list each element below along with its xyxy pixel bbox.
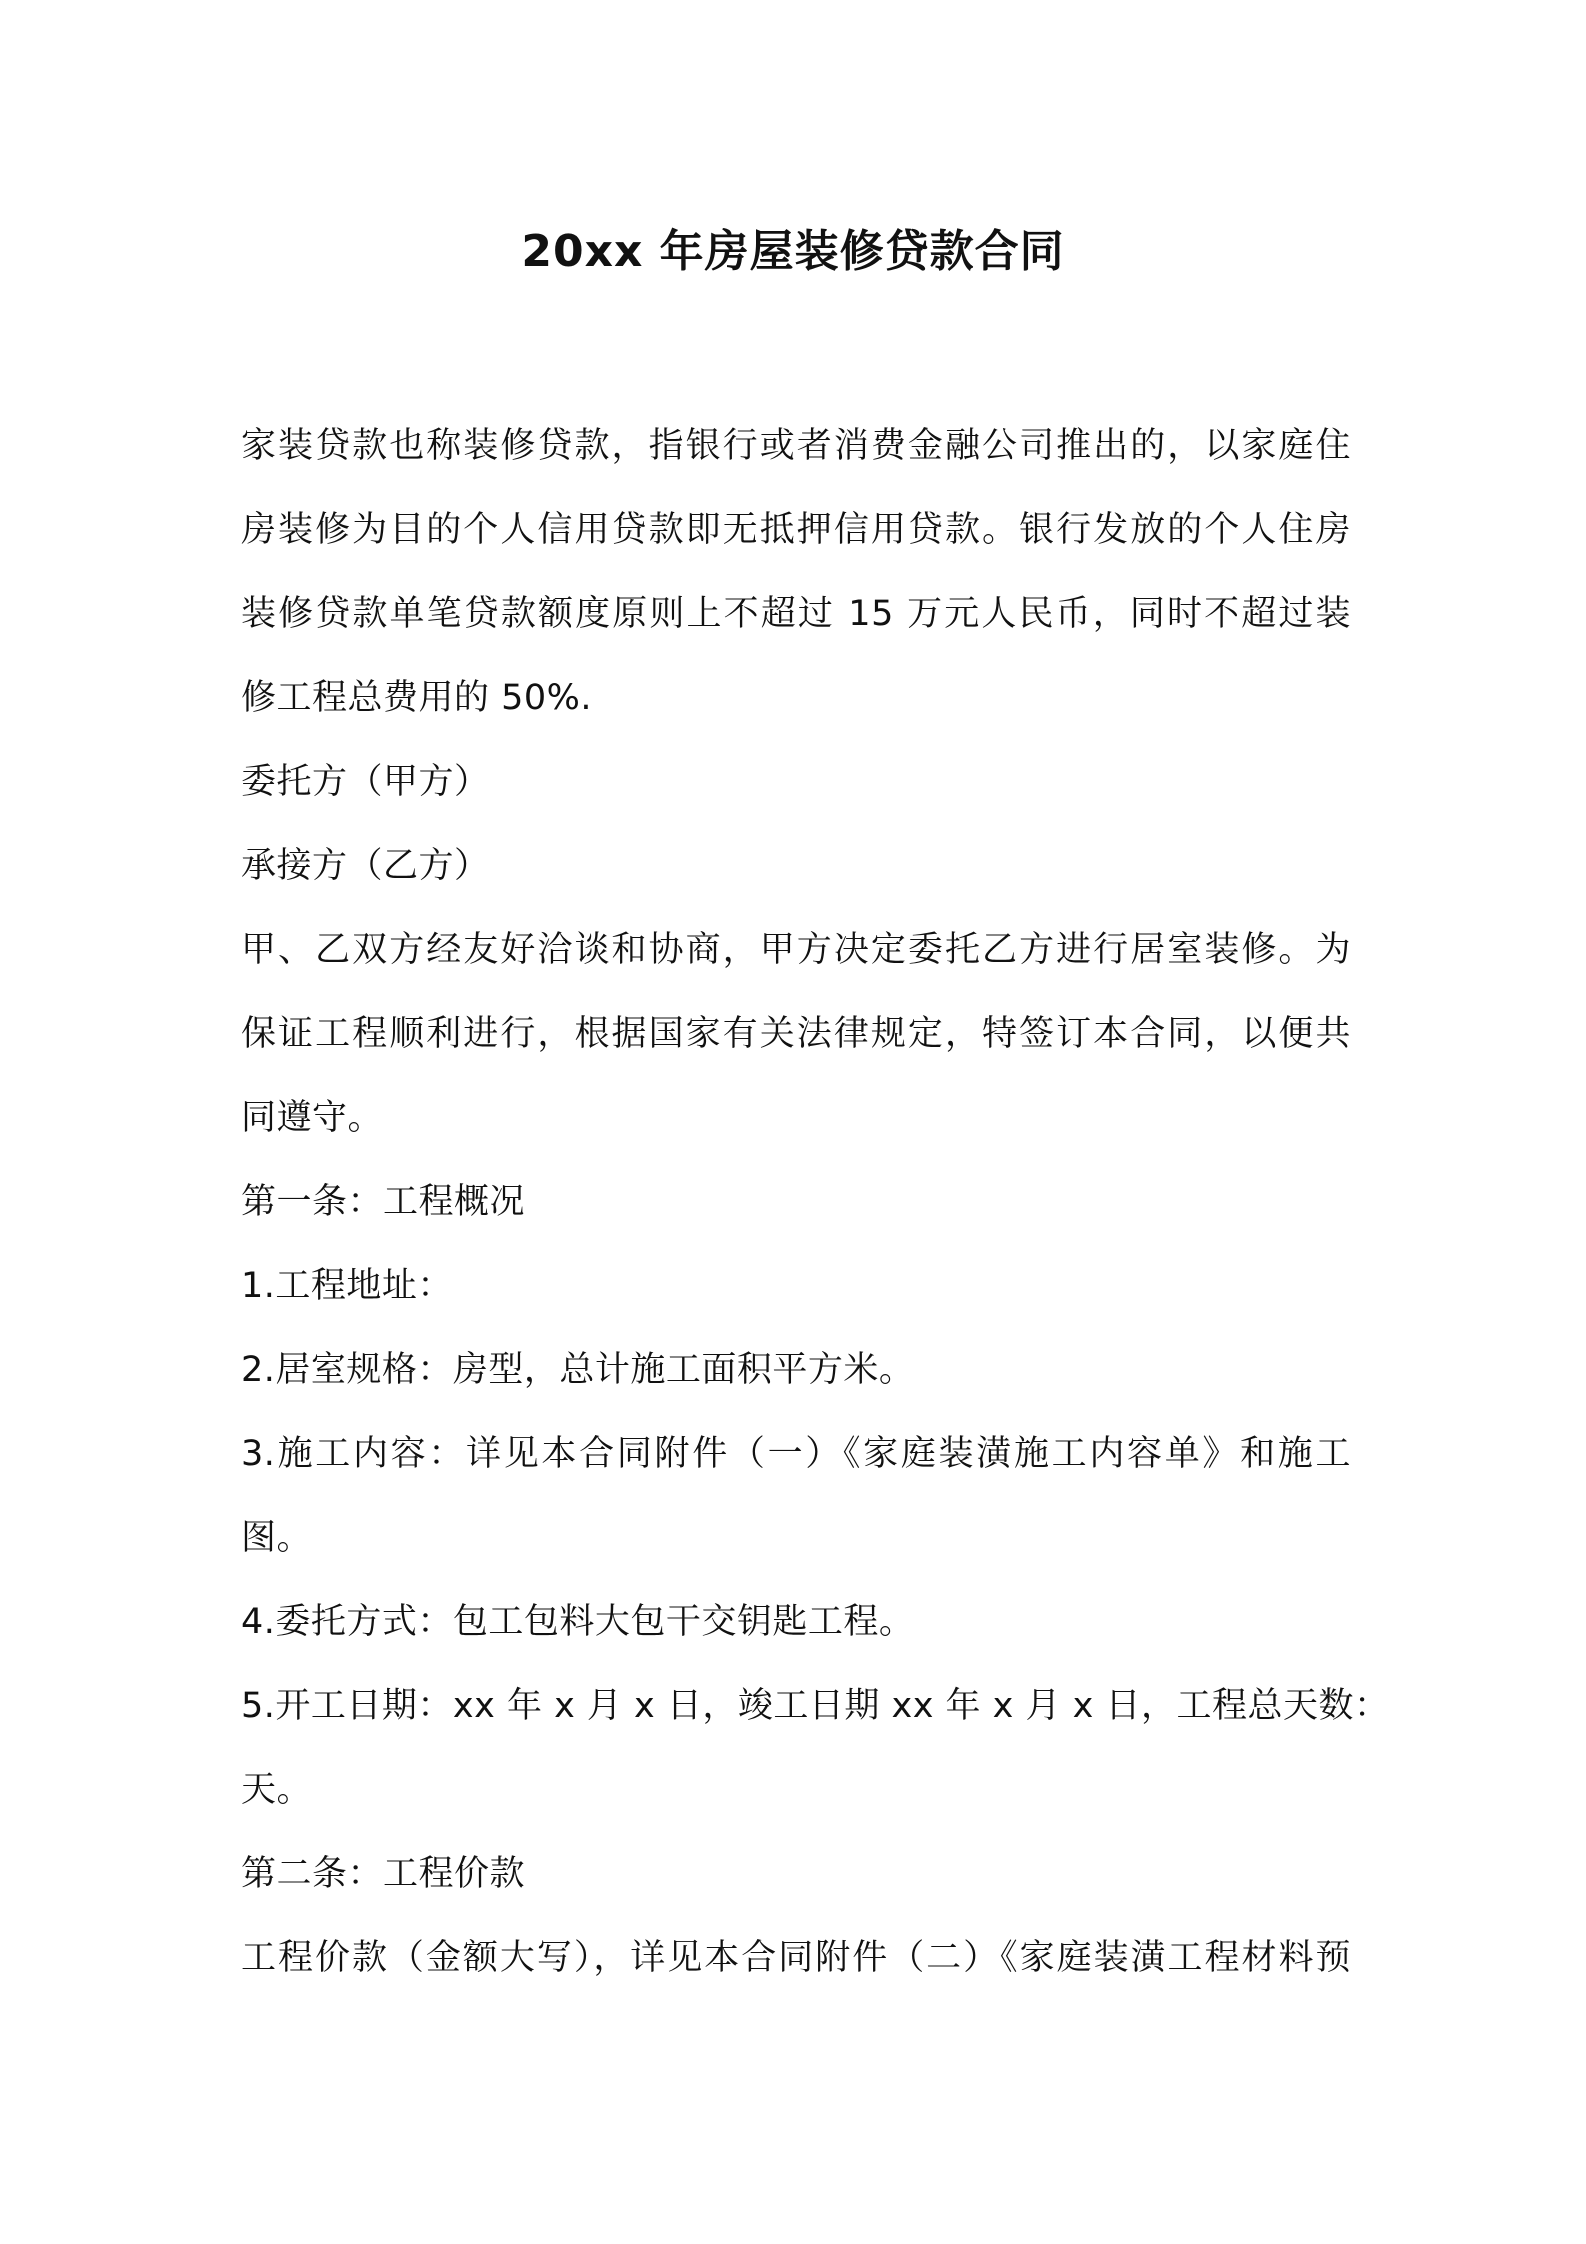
party-b-line: 承接方（乙方） — [241, 846, 490, 886]
section-heading: 第二条：工程价款 — [241, 1854, 526, 1894]
paragraph-line: 甲、乙双方经友好洽谈和协商，甲方决定委托乙方进行居室装修。为 — [241, 930, 1351, 970]
list-item: 图。 — [241, 1518, 313, 1558]
list-item: 天。 — [241, 1770, 313, 1810]
paragraph-line: 工程价款（金额大写），详见本合同附件（二）《家庭装潢工程材料预 — [241, 1938, 1351, 1978]
section-heading: 第一条：工程概况 — [241, 1182, 526, 1222]
paragraph-line: 家装贷款也称装修贷款，指银行或者消费金融公司推出的，以家庭住 — [241, 426, 1351, 466]
list-item: 5.开工日期：xx 年 x 月 x 日，竣工日期 xx 年 x 月 x 日，工程总天数： — [241, 1686, 1390, 1726]
list-item: 1.工程地址： — [241, 1266, 453, 1306]
list-item: 4.委托方式：包工包料大包干交钥匙工程。 — [241, 1602, 915, 1642]
paragraph-line: 房装修为目的个人信用贷款即无抵押信用贷款。银行发放的个人住房 — [241, 510, 1351, 550]
list-item: 3.施工内容：详见本合同附件（一）《家庭装潢施工内容单》和施工 — [241, 1434, 1351, 1474]
document-title: 20xx 年房屋装修贷款合同 — [521, 226, 1065, 277]
list-item: 2.居室规格：房型，总计施工面积平方米。 — [241, 1350, 915, 1390]
paragraph-line: 保证工程顺利进行，根据国家有关法律规定，特签订本合同，以便共 — [241, 1014, 1351, 1054]
paragraph-line: 修工程总费用的 50%. — [241, 678, 593, 718]
paragraph-line: 同遵守。 — [241, 1098, 384, 1138]
party-a-line: 委托方（甲方） — [241, 762, 490, 802]
document-body — [241, 404, 1390, 2000]
paragraph-line: 装修贷款单笔贷款额度原则上不超过 15 万元人民币，同时不超过装 — [241, 594, 1351, 634]
